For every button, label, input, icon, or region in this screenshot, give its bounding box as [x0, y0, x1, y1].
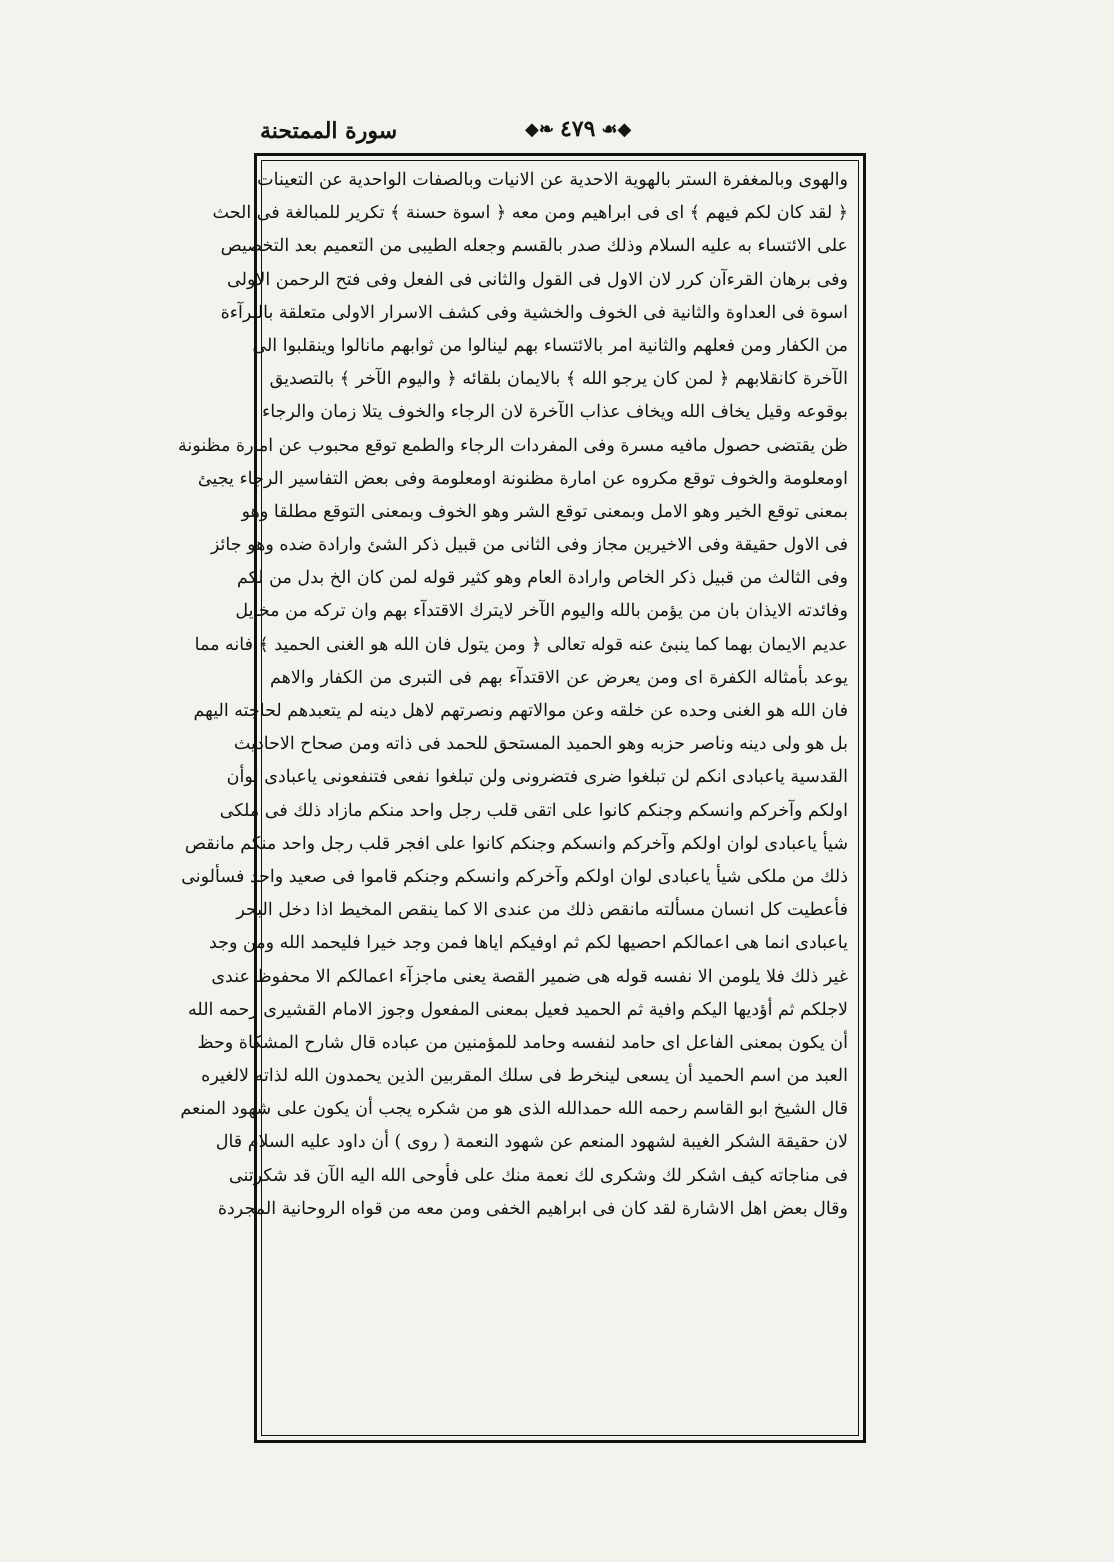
page-header	[260, 114, 860, 154]
text-line: والهوى وبالمغفرة الستر بالهوية الاحدية عن الانيات وبالصفات الواحدية عن التعينات	[257, 170, 848, 190]
text-line: فأعطيت كل انسان مسألته مانقص ذلك من عندى الا كما ينقص المخيط اذا دخل البحر	[236, 900, 848, 921]
page-number: ٤٧٩	[559, 116, 596, 142]
text-line: أن يكون بمعنى الفاعل اى حامد لنفسه وحامد للمؤمنين من عباده قال شارح المشكاة وحظ	[197, 1032, 848, 1053]
text-line: وفائدته الايذان بان من يؤمن بالله واليوم الآخر لايترك الاقتدآء بهم وان تركه من مخايل	[235, 601, 848, 622]
left-ornament-icon: ◆❧	[525, 118, 554, 140]
text-line: بوقوعه وقيل يخاف الله ويخاف عذاب الآخرة لان الرجاء والخوف يتلا زمان والرجاء	[262, 402, 848, 423]
text-line: ذلك من ملكى شيأ ياعبادى لوان اولكم وآخركم وانسكم وجنكم قاموا فى صعيد واحد فسألونى	[181, 866, 848, 887]
text-line: وفى الثالث من قبيل ذكر الخاص وارادة العام وهو كثير قوله لمن كان الخ بدل من لكم	[236, 568, 848, 589]
text-line: اسوة فى العداوة والثانية فى الخوف والخشية وفى كشف الاسرار الاولى متعلقة بالبرآءة	[220, 302, 848, 323]
text-line: على الائتساء به عليه السلام وذلك صدر بالقسم وجعله الطيبى من التعميم بعد التخصيص	[220, 236, 848, 257]
text-line: فى مناجاته كيف اشكر لك وشكرى لك نعمة منك على فأوحى الله اليه الآن قد شكرتنى	[228, 1165, 848, 1186]
text-line: اومعلومة والخوف توقع مكروه عن امارة مظنونة اومعلومة وفى بعض التفاسير الرجاء يجيئ	[197, 468, 848, 489]
text-line: عديم الايمان بهما كما ينبئ عنه قوله تعالى ﴿ ومن يتول فان الله هو الغنى الحميد ﴾ فانه مما	[194, 634, 848, 655]
text-line: شيأ ياعبادى لوان اولكم وآخركم وانسكم وجنكم كانوا على افجر قلب رجل واحد منكم مانقص	[184, 833, 848, 854]
surah-title: سورة الممتحنة	[260, 118, 398, 144]
text-line: بل هو ولى دينه وناصر حزبه وهو الحميد المستحق للحمد فى ذاته ومن صحاح الاحاديث	[233, 734, 848, 755]
text-line: من الكفار ومن فعلهم والثانية امر بالائتساء بهم لينالوا من ثوابهم مانالوا وينقلبوا الى	[252, 335, 848, 356]
text-line: ظن يقتضى حصول مافيه مسرة وفى المفردات الرجاء والطمع توقع محبوب عن امارة مظنونة	[178, 435, 848, 456]
page-number-ornament	[525, 116, 631, 142]
text-line: الآخرة كانقلابهم ﴿ لمن كان يرجو الله ﴾ بالايمان بلقائه ﴿ واليوم الآخر ﴾ بالتصديق	[269, 369, 848, 390]
text-line: ﴿ لقد كان لكم فيهم ﴾ اى فى ابراهيم ومن معه ﴿ اسوة حسنة ﴾ تكرير للمبالغة فى الحث	[212, 203, 848, 224]
text-line: يوعد بأمثاله الكفرة اى ومن يعرض عن الاقتدآء بهم فى التبرى من الكفار والاهم	[270, 667, 848, 688]
text-line: لاجلكم ثم أؤديها اليكم وافية ثم الحميد فعيل بمعنى المفعول وجوز الامام القشيرى رحمه الله	[188, 999, 848, 1020]
text-line: ياعبادى انما هى اعمالكم احصيها لكم ثم اوفيكم اياها فمن وجد خيرا فليحمد الله ومن وجد	[208, 933, 848, 954]
text-line: وفى برهان القرءآن كرر لان الاول فى القول والثانى فى الفعل وفى فتح الرحمن الاولى	[227, 269, 848, 290]
text-line: غير ذلك فلا يلومن الا نفسه قوله هى ضمير القصة يعنى ماجزآء اعمالكم الا محفوظ عندى	[211, 966, 848, 987]
text-line: فان الله هو الغنى وحده عن خلقه وعن موالاتهم ونصرتهم لاهل دينه لم يتعبدهم لحاجته اليهم	[193, 701, 848, 721]
commentary-text	[178, 164, 848, 1428]
text-line: وقال بعض اهل الاشارة لقد كان فى ابراهيم الخفى ومن معه من قواه الروحانية المجردة	[217, 1198, 848, 1219]
text-line: فى الاول حقيقة وفى الاخيرين مجاز وفى الثانى من قبيل ذكر الشئ وارادة ضده وهو جائز	[210, 535, 848, 556]
text-line: العبد من اسم الحميد أن يسعى لينخرط فى سلك المقربين الذين يحمدون الله لذاته لالغيره	[201, 1066, 848, 1087]
text-line: القدسية ياعبادى انكم لن تبلغوا ضرى فتضرونى ولن تبلغوا نفعى فتنفعونى ياعبادى لوأن	[226, 767, 848, 788]
right-ornament-icon: ☙◆	[601, 118, 632, 140]
text-line: لان حقيقة الشكر الغيبة لشهود المنعم عن شهود النعمة ( روى ) أن داود عليه السلام قال	[215, 1132, 848, 1153]
text-line: قال الشيخ ابو القاسم رحمه الله حمدالله الذى هو من شكره يجب أن يكون على شهود المنعم	[180, 1099, 848, 1120]
text-line: بمعنى توقع الخير وهو الامل وبمعنى توقع الشر وهو الخوف وبمعنى التوقع مطلقا وهو	[241, 501, 848, 522]
text-line: اولكم وآخركم وانسكم وجنكم كانوا على اتقى قلب رجل واحد منكم مازاد ذلك فى ملكى	[219, 800, 848, 821]
